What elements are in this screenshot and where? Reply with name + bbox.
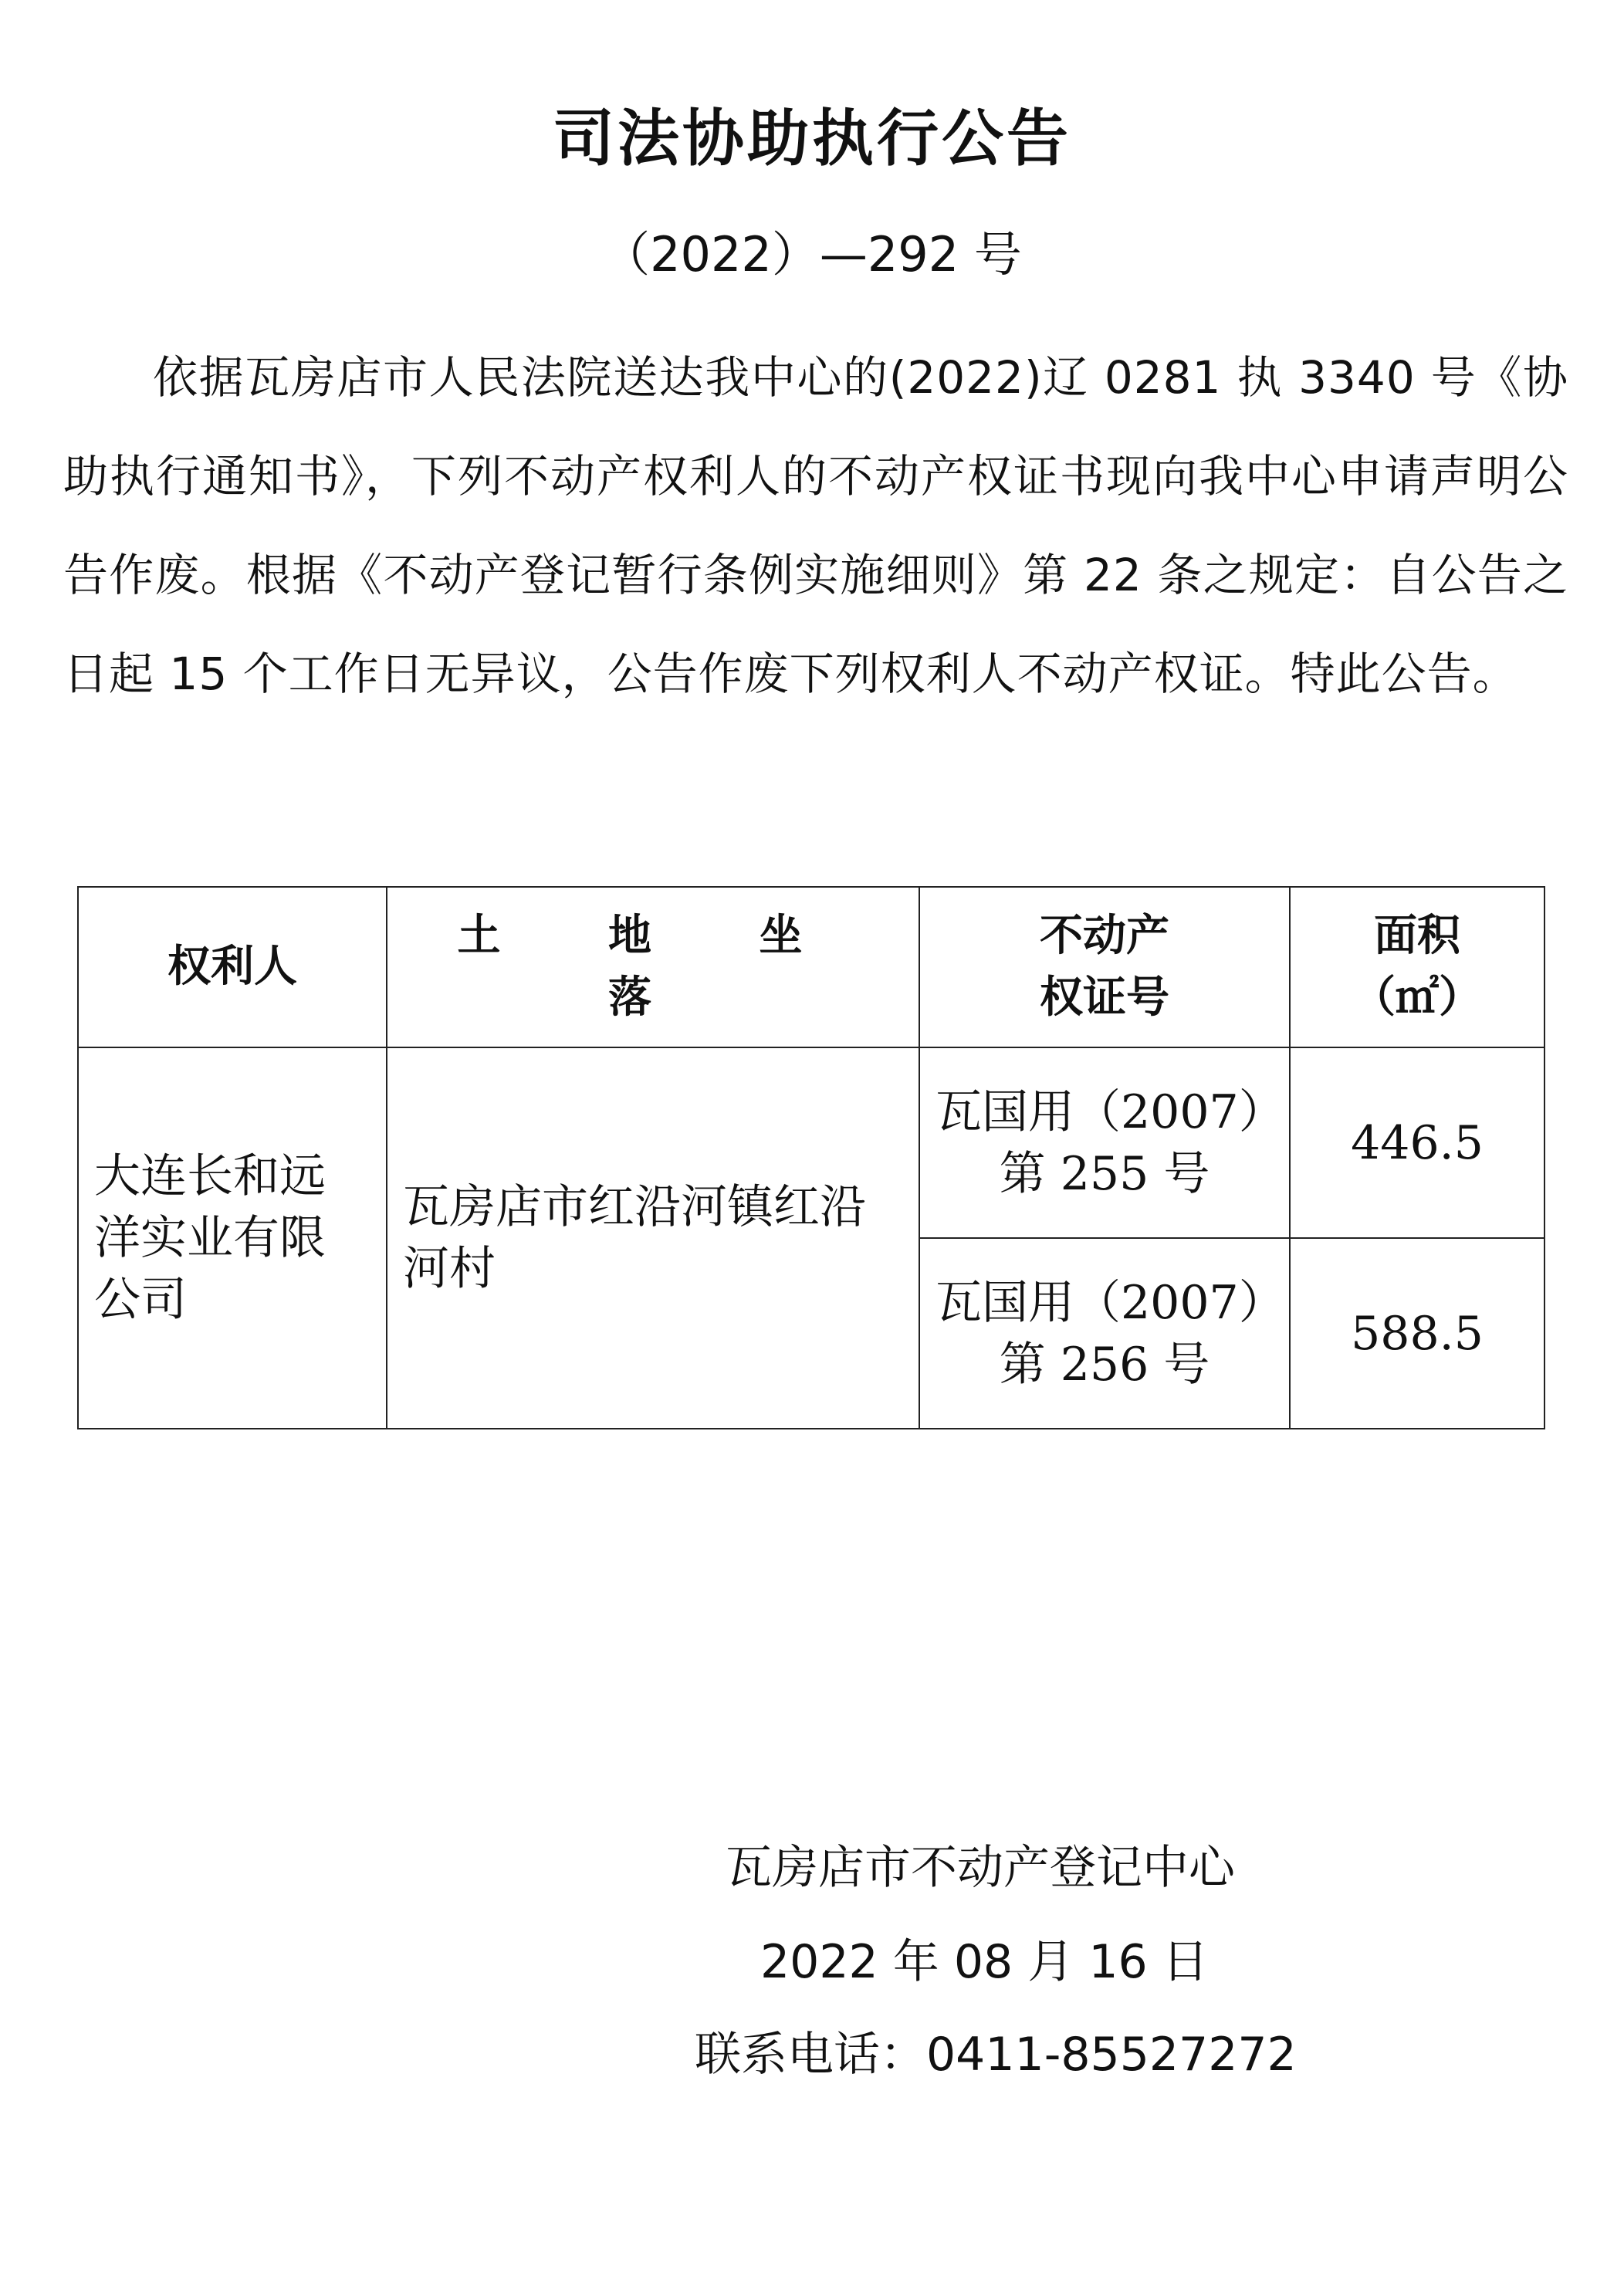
header-cert-number <box>919 887 1290 1047</box>
header-cert-line2: 权证号 <box>1040 973 1169 1023</box>
cert-line2: 第 255 号 <box>999 1146 1210 1201</box>
table-row <box>78 1047 1544 1238</box>
header-area <box>1290 887 1544 1047</box>
notice-body: 依据瓦房店市人民法院送达我中心的(2022)辽 0281 执 3340 号《协助执行通知书》，下列不动产权利人的不动产权证书现向我中心申请声明公告作废。根据《不动产登记暂行条例实施细则》第 22 条之规定：自公告之日起 15 个工作日无异议，公告作废下列权利人不动产权证。特此公告。 <box>63 351 1568 700</box>
contact-phone: 联系电话：0411-85527272 <box>695 2028 1297 2082</box>
cert-cell <box>919 1047 1290 1238</box>
cert-line1: 瓦国用（2007） <box>935 1275 1285 1330</box>
header-cert-line1: 不动产 <box>1040 911 1169 961</box>
notice-title: 司法协助执行公告 <box>553 103 1071 174</box>
header-location-label: 土 地 坐 落 <box>457 911 849 1023</box>
certificate-table <box>77 886 1545 1429</box>
notice-number: （2022）—292 号 <box>602 226 1022 282</box>
cert-line1: 瓦国用（2007） <box>935 1084 1285 1139</box>
cert-cell <box>919 1238 1290 1429</box>
area-cell: 588.5 <box>1290 1238 1544 1429</box>
cert-line2: 第 256 号 <box>999 1337 1210 1392</box>
table-header-row <box>78 887 1544 1047</box>
header-area-line2: （㎡） <box>1352 973 1482 1023</box>
issue-date: 2022 年 08 月 16 日 <box>760 1935 1209 1989</box>
location-cell: 瓦房店市红沿河镇红沿河村 <box>387 1047 919 1429</box>
area-cell: 446.5 <box>1290 1047 1544 1238</box>
header-location <box>387 887 919 1047</box>
header-area-line1: 面积 <box>1374 911 1460 961</box>
owner-cell: 大连长和远洋实业有限公司 <box>78 1047 387 1429</box>
issuer-name: 瓦房店市不动产登记中心 <box>726 1841 1235 1895</box>
header-owner: 权利人 <box>78 887 387 1047</box>
